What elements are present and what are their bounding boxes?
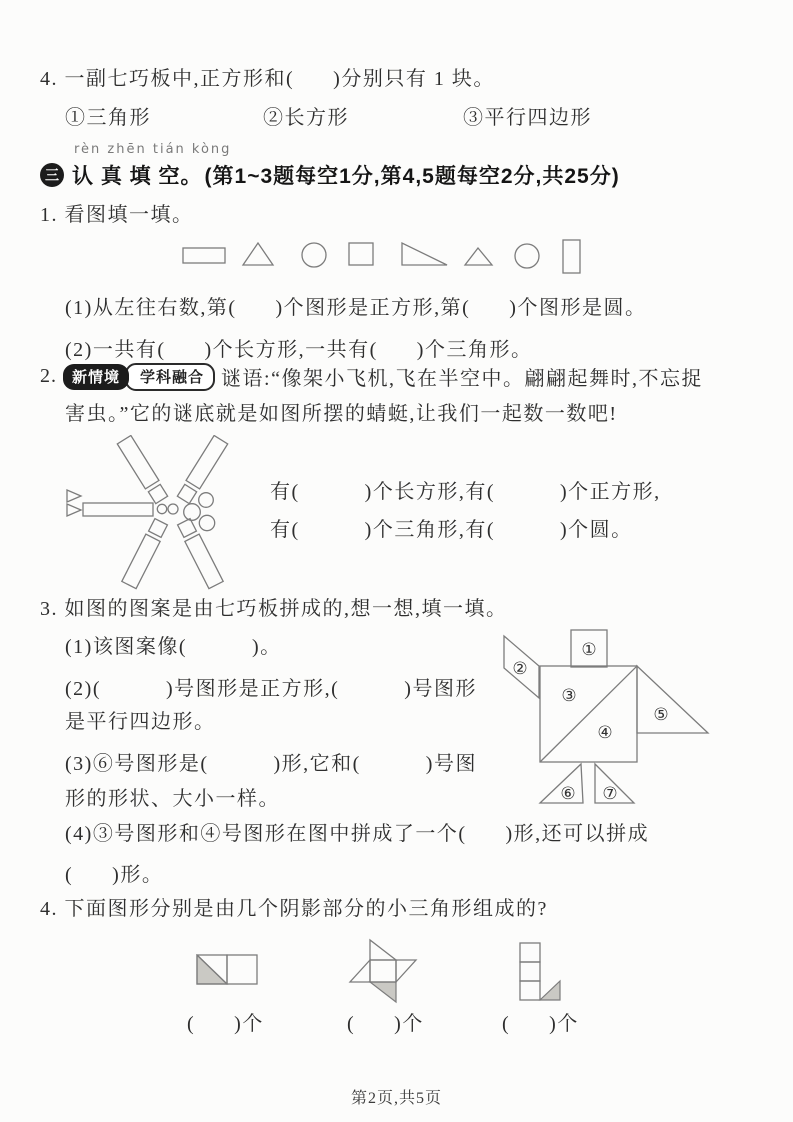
tangram-label-3: ③ [561,686,577,705]
q4-count-label-c: ( )个 [502,1013,579,1035]
q3-sub2b: 是平行四边形。 [65,711,216,733]
q3-sub4a: (4)③号图形和④号图形在图中拼成了一个( )形,还可以拼成 [65,823,650,845]
figure-b-right-triangle [396,960,416,982]
shape-right-triangle [402,243,447,265]
dragonfly-tail-triangle-1 [67,490,81,502]
q2-badge-subject-integration: 学科融合 [125,363,215,391]
q3-sub4b: ( )形。 [65,864,164,886]
dragonfly-wing-lower-right [177,518,223,589]
tangram-label-6: ⑥ [560,784,576,803]
tangram-piece-5-triangle [637,666,708,733]
figure-a-square-right [227,955,257,984]
section-score-note: (第1~3题每空1分,第4,5题每空2分,共25分) [204,165,620,188]
tangram-label-1: ① [581,640,597,659]
q4-figure-b [344,932,422,1010]
q4-stem: 4. 下面图形分别是由几个阴影部分的小三角形组成的? [40,898,548,920]
section-pinyin: rèn zhēn tián kòng [74,142,232,157]
q3-sub2a: (2)( )号图形是正方形,( )号图形 [65,678,477,700]
tangram-label-7: ⑦ [602,784,618,803]
tangram-label-2: ② [512,659,528,678]
section-title: 认 真 填 空。 [72,165,203,188]
dragonfly-eye-circle-2 [199,515,214,530]
q2-badge-new-scenario: 新情境 [63,364,129,390]
shape-square [349,243,373,265]
shape-vertical-rectangle [563,240,580,273]
tangram-square-diagonal [540,666,637,762]
figure-b-shaded-triangle [370,982,396,1002]
dragonfly-eye-circle-1 [199,493,214,508]
dragonfly-circle-2 [168,504,178,514]
q2-count-line2: 有( )个三角形,有( )个圆。 [270,519,633,541]
q2-number: 2. [40,365,57,387]
q2-line2: 害虫。”它的谜底就是如图所摆的蜻蜓,让我们一起数一数吧! [65,403,618,425]
q2-line1: 谜语:“像架小飞机,飞在半空中。翩翩起舞时,不忘捉 [221,368,703,390]
prev-q4-stem: 4. 一副七巧板中,正方形和( )分别只有 1 块。 [40,68,495,90]
q1-sub1: (1)从左往右数,第( )个图形是正方形,第( )个图形是圆。 [65,297,647,319]
q3-sub1: (1)该图案像( )。 [65,636,282,658]
figure-b-center-square [370,960,396,982]
tangram-figure [488,612,740,817]
figure-c-square-middle [520,962,540,981]
q3-sub3b: 形的形状、大小一样。 [65,788,280,810]
figure-c-square-bottom [520,981,540,1000]
q3-stem: 3. 如图的图案是由七巧板拼成的,想一想,填一填。 [40,598,508,620]
figure-b-left-triangle [350,960,370,982]
dragonfly-circle-1 [157,504,166,513]
q1-shapes-row [180,236,592,284]
q1-stem: 1. 看图填一填。 [40,204,194,226]
shape-triangle-2 [465,248,492,265]
q4-figure-a [196,954,260,986]
q2-header-line [40,362,703,391]
q3-sub3a: (3)⑥号图形是( )形,它和( )号图 [65,753,477,775]
page-indicator: 第2页,共5页 [350,1090,442,1107]
dragonfly-circle-3 [184,504,201,521]
shape-circle-2 [515,244,539,268]
q4-count-label-b: ( )个 [347,1013,424,1035]
q4-count-label-a: ( )个 [187,1013,264,1035]
shape-circle [302,243,326,267]
shape-rectangle [183,248,225,263]
dragonfly-tail-triangle-2 [67,504,81,516]
q2-count-line1: 有( )个长方形,有( )个正方形, [270,481,661,503]
q1-sub2: (2)一共有( )个长方形,一共有( )个三角形。 [65,339,533,361]
prev-q4-option-1: ①三角形 [65,107,151,129]
prev-q4-option-3: ③平行四边形 [463,107,592,129]
figure-c-shaded-triangle [540,981,560,1000]
dragonfly-figure [60,435,250,595]
tangram-label-5: ⑤ [653,705,669,724]
figure-c-square-top [520,943,540,962]
prev-q4-option-2: ②长方形 [263,107,349,129]
dragonfly-wing-lower-left [122,518,168,589]
dragonfly-body-rectangle [83,503,153,516]
shape-triangle [243,243,273,265]
section-header [40,160,620,190]
dragonfly-wing-upper-left [117,435,168,504]
q4-figure-c [519,942,563,1002]
figure-b-top-triangle [370,940,396,960]
section-three-icon: 三 [40,163,64,187]
tangram-label-4: ④ [597,723,613,742]
